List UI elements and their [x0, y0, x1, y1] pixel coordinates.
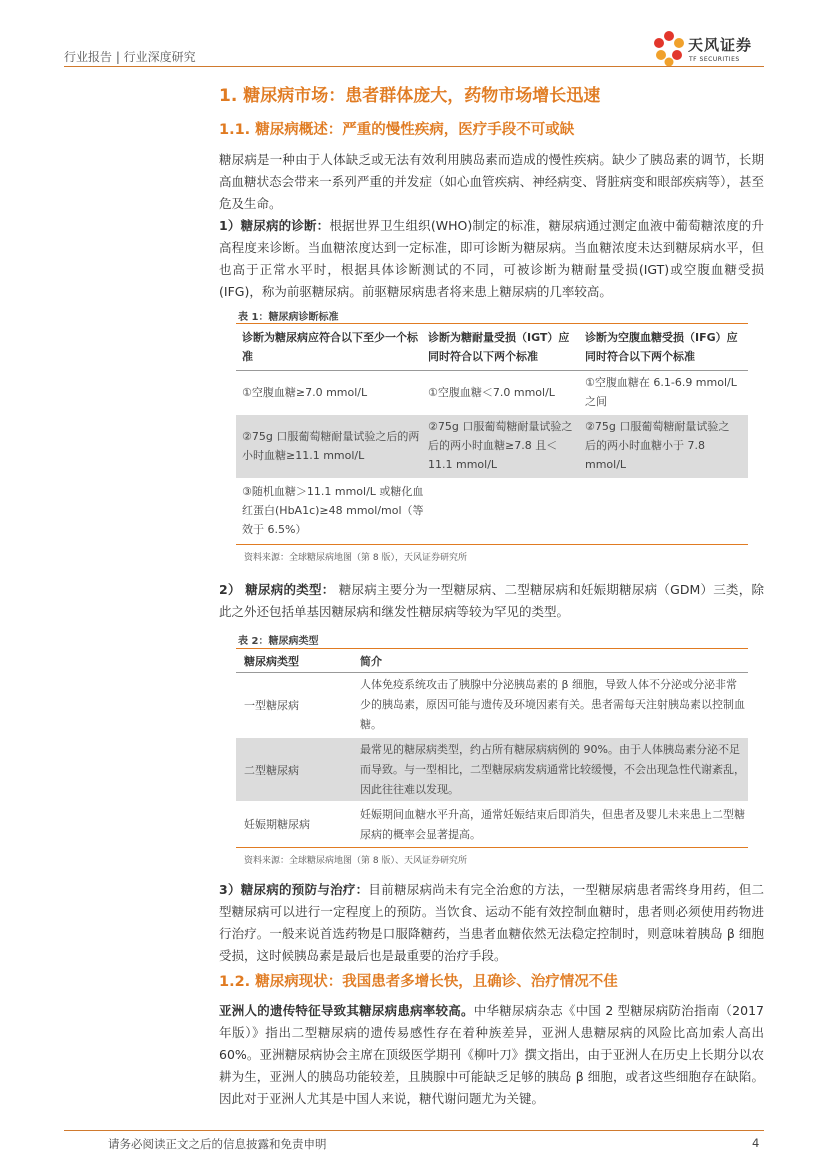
section-heading-1-2: 1.2. 糖尿病现状：我国患者多增长快，且确诊、治疗情况不佳 [219, 974, 618, 990]
logo-flower-icon [652, 30, 686, 68]
intro-paragraph: 糖尿病是一种由于人体缺乏或无法有效利用胰岛素而造成的慢性疾病。缺少了胰岛素的调节，长期高血糖状态会带来一系列严重的并发症（如心血管疾病、神经病变、肾脏病变和眼部疾病等），甚至危及生命。 [219, 152, 764, 211]
table2-header-2: 简介 [360, 655, 382, 668]
table1-header-2: 诊断为糖耐量受损（IGT）应同时符合以下两个标准 [428, 331, 570, 363]
table1-source: 资料来源：全球糖尿病地图（第 8 版），天风证券研究所 [244, 553, 467, 563]
header-divider [64, 66, 764, 67]
table1-cell: ①空腹血糖＜7.0 mmol/L [428, 386, 555, 399]
types-paragraph [219, 579, 764, 623]
treatment-title: 3）糖尿病的预防与治疗： [219, 882, 369, 897]
footer-divider [64, 1130, 764, 1131]
table1-top-rule [236, 323, 748, 324]
table1-cell: ②75g 口服葡萄糖耐量试验之后的两小时血糖≥7.8 且＜11.1 mmol/L [428, 420, 573, 471]
table2-desc: 妊娠期间血糖水平升高，通常妊娠结束后即消失，但患者及婴儿未来患上二型糖尿病的概率会显著提高。 [360, 808, 745, 841]
table1-cell: ②75g 口服葡萄糖耐量试验之后的两小时血糖小于 7.8 mmol/L [585, 420, 730, 471]
table2-desc: 最常见的糖尿病类型，约占所有糖尿病病例的 90%。由于人体胰岛素分泌不足而导致。与一型相比，二型糖尿病发病通常比较缓慢，不会出现急性代谢紊乱，因此往往难以发现。 [360, 743, 745, 796]
table2-caption: 表 2：糖尿病类型 [238, 636, 319, 647]
table1-header-1: 诊断为糖尿病应符合以下至少一个标准 [242, 331, 418, 363]
company-logo [652, 30, 772, 70]
logo-text-cn: 天风证券 [688, 36, 753, 54]
logo-text-en: TF SECURITIES [689, 56, 740, 63]
table1-cell: ①空腹血糖在 6.1-6.9 mmol/L 之间 [585, 376, 737, 408]
table2-type: 妊娠期糖尿病 [244, 818, 310, 831]
table1-cell: ①空腹血糖≥7.0 mmol/L [242, 386, 368, 399]
table2-source: 资料来源：全球糖尿病地图（第 8 版）、天风证券研究所 [244, 856, 467, 866]
section-heading-1: 1. 糖尿病市场：患者群体庞大，药物市场增长迅速 [219, 86, 601, 106]
table2-bottom-rule [236, 847, 748, 848]
table2-type: 二型糖尿病 [244, 764, 299, 777]
table1-caption: 表 1：糖尿病诊断标准 [238, 312, 339, 323]
table1-bottom-rule [236, 544, 748, 545]
page-number: 4 [752, 1136, 760, 1150]
table2-type: 一型糖尿病 [244, 699, 299, 712]
types-title: 2） 糖尿病的类型： [219, 582, 335, 597]
table1-cell: ②75g 口服葡萄糖耐量试验之后的两小时血糖≥11.1 mmol/L [242, 430, 420, 462]
table2-top-rule [236, 648, 748, 649]
report-category: 行业报告 | 行业深度研究 [64, 50, 196, 64]
status-body: 中华糖尿病杂志《中国 2 型糖尿病防治指南（2017 年版）》指出二型糖尿病的遗传易感性存在着种族差异，亚洲人患糖尿病的风险比高加索人高出 60%。亚洲糖尿病协会主席在顶级医学期刊《柳叶刀》撰文指出，由于亚洲人在历史上长期分以农耕为生，亚洲人的胰岛功能较差，且胰腺中可能缺乏足够的胰岛 β 细胞，或者这些细胞存在缺陷。因此对于亚洲人尤其是中国人来说，糖代谢问题尤为关键。 [219, 1003, 764, 1106]
status-title: 亚洲人的遗传特征导致其糖尿病患病率较高。 [219, 1003, 474, 1018]
treatment-paragraph [219, 879, 764, 967]
diagnosis-body: 根据世界卫生组织(WHO)制定的标准，糖尿病通过测定血液中葡萄糖浓度的升高程度来诊断。当血糖浓度达到一定标准，即可诊断为糖尿病。当血糖浓度未达到糖尿病水平，但也高于正常水平时，根据具体诊断测试的不同，可被诊断为糖耐量受损(IGT)或空腹血糖受损(IFG)，称为前驱糖尿病。前驱糖尿病患者将来患上糖尿病的几率较高。 [219, 218, 764, 299]
diagnosis-paragraph [219, 215, 764, 303]
table2-desc: 人体免疫系统攻击了胰腺中分泌胰岛素的 β 细胞，导致人体不分泌或分泌非常少的胰岛素，原因可能与遗传及环境因素有关。患者需每天注射胰岛素以控制血糖。 [360, 678, 745, 731]
table1-header-3: 诊断为空腹血糖受损（IFG）应同时符合以下两个标准 [585, 331, 738, 363]
table2-header-1: 糖尿病类型 [244, 655, 299, 668]
table1-header-rule [236, 370, 748, 371]
types-body: 糖尿病主要分为一型糖尿病、二型糖尿病和妊娠期糖尿病（GDM）三类，除此之外还包括单基因糖尿病和继发性糖尿病等较为罕见的类型。 [219, 582, 764, 619]
treatment-body: 目前糖尿病尚未有完全治愈的方法，一型糖尿病患者需终身用药，但二型糖尿病可以进行一定程度上的预防。当饮食、运动不能有效控制血糖时，患者则必须使用药物进行治疗。一般来说首选药物是口服降糖药，当患者血糖依然无法稳定控制时，则意味着胰岛 β 细胞受损，这时候胰岛素是最后也是最重要的治疗手段。 [219, 882, 764, 963]
table2-header-rule [236, 672, 748, 673]
diagnosis-title: 1）糖尿病的诊断： [219, 218, 330, 233]
status-paragraph [219, 1000, 764, 1110]
footer-disclaimer: 请务必阅读正文之后的信息披露和免责申明 [108, 1137, 327, 1151]
section-heading-1-1: 1.1. 糖尿病概述：严重的慢性疾病，医疗手段不可或缺 [219, 122, 575, 138]
table1-cell: ③随机血糖＞11.1 mmol/L 或糖化血红蛋白(HbA1c)≥48 mmol/mol（等效于 6.5%） [242, 485, 424, 536]
